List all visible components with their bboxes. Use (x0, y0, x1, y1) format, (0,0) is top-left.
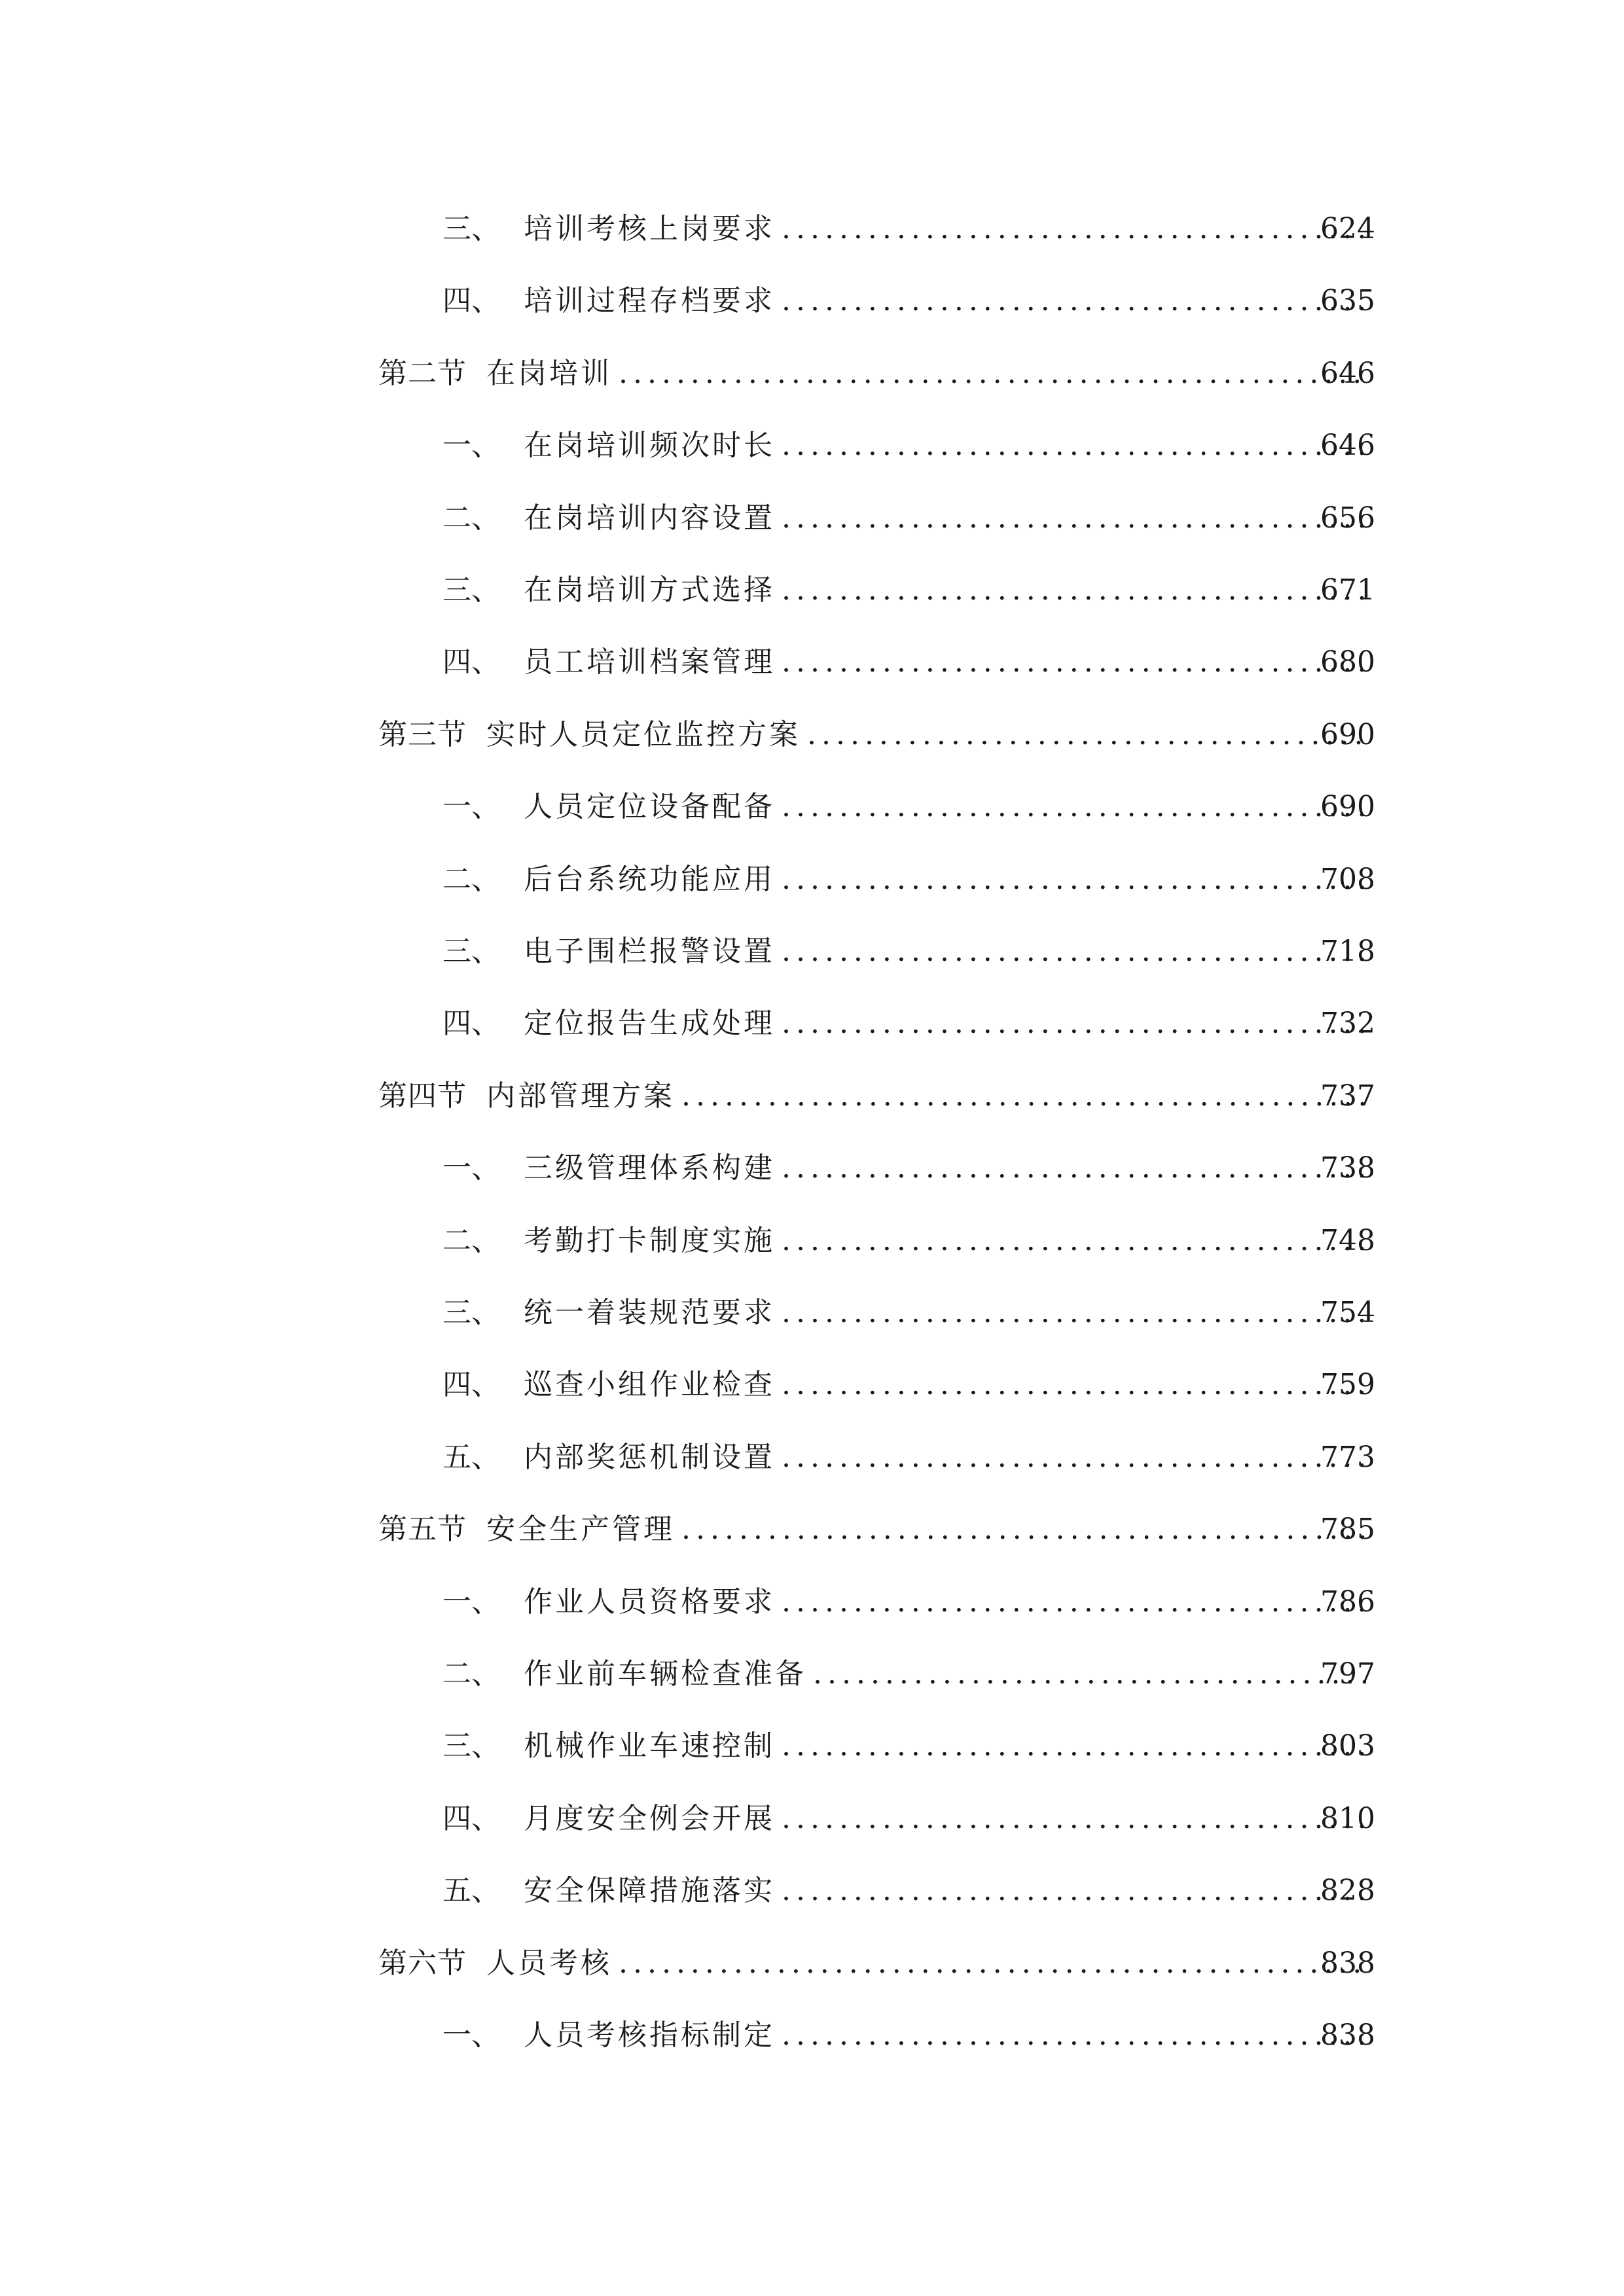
toc-section-entry[interactable] (0, 1070, 1624, 1122)
toc-page-number: 785 (1320, 1513, 1375, 1546)
toc-page-number: 732 (1320, 1007, 1375, 1040)
toc-dot-leader (813, 1648, 1366, 1700)
toc-subsection-title: 月度安全例会开展 (524, 1802, 775, 1835)
toc-subsection-title: 在岗培训频次时长 (524, 429, 775, 462)
toc-page-number: 646 (1320, 357, 1375, 390)
toc-subsection-entry[interactable] (0, 853, 1624, 906)
toc-section-title: 在岗培训 (486, 357, 612, 390)
toc-section-title: 人员考核 (486, 1946, 612, 1980)
toc-section-entry[interactable] (0, 1503, 1624, 1556)
toc-entry-line (378, 1070, 1375, 1122)
toc-dot-leader (782, 1720, 1366, 1772)
toc-subsection-number: 二、 (442, 1224, 500, 1257)
toc-subsection-entry[interactable] (0, 1865, 1624, 1917)
toc-subsection-number: 三、 (442, 1729, 500, 1763)
toc-subsection-title: 内部奖惩机制设置 (524, 1441, 775, 1474)
toc-dot-leader (782, 781, 1366, 833)
toc-entry-line (524, 636, 1375, 689)
toc-page-number: 810 (1320, 1802, 1375, 1835)
toc-section-title: 内部管理方案 (486, 1079, 675, 1113)
toc-entry-line (524, 203, 1375, 255)
toc-subsection-number: 一、 (442, 2018, 500, 2052)
toc-dot-leader (619, 1937, 1366, 1990)
toc-dot-leader (782, 1865, 1366, 1917)
toc-subsection-title: 考勤打卡制度实施 (524, 1224, 775, 1257)
toc-subsection-number: 五、 (442, 1441, 500, 1474)
toc-dot-leader (782, 1576, 1366, 1628)
toc-subsection-entry[interactable] (0, 1793, 1624, 1845)
toc-dot-leader (782, 1215, 1366, 1267)
toc-entry-line (524, 420, 1375, 472)
toc-subsection-title: 作业人员资格要求 (524, 1585, 775, 1619)
toc-dot-leader (782, 420, 1366, 472)
toc-dot-leader (782, 1359, 1366, 1411)
toc-entry-line (524, 1215, 1375, 1267)
toc-subsection-entry[interactable] (0, 275, 1624, 327)
toc-subsection-entry[interactable] (0, 564, 1624, 617)
toc-entry-line (378, 709, 1375, 761)
toc-subsection-entry[interactable] (0, 1142, 1624, 1194)
toc-subsection-title: 巡查小组作业检查 (524, 1368, 775, 1401)
toc-page-number: 635 (1320, 284, 1375, 317)
toc-dot-leader (782, 203, 1366, 255)
toc-subsection-entry[interactable] (0, 1287, 1624, 1339)
toc-dot-leader (807, 709, 1366, 761)
toc-entry-line (378, 348, 1375, 400)
toc-entry-line (378, 1503, 1375, 1556)
toc-page-number: 738 (1320, 1151, 1375, 1185)
toc-subsection-title: 在岗培训内容设置 (524, 501, 775, 535)
toc-section-entry[interactable] (0, 1937, 1624, 1990)
toc-page-number: 624 (1320, 212, 1375, 245)
toc-entry-line (524, 1576, 1375, 1628)
toc-section-number: 第五节 (378, 1513, 467, 1546)
toc-subsection-entry[interactable] (0, 1215, 1624, 1267)
toc-page-number: 737 (1320, 1079, 1375, 1113)
toc-page-number: 838 (1320, 2018, 1375, 2052)
toc-subsection-number: 一、 (442, 1585, 500, 1619)
toc-section-number: 第二节 (378, 357, 467, 390)
toc-subsection-number: 二、 (442, 501, 500, 535)
toc-subsection-title: 电子围栏报警设置 (524, 935, 775, 968)
toc-dot-leader (782, 1793, 1366, 1845)
toc-subsection-entry[interactable] (0, 203, 1624, 255)
toc-entry-line (378, 1937, 1375, 1990)
toc-subsection-number: 二、 (442, 1657, 500, 1691)
toc-subsection-number: 一、 (442, 790, 500, 823)
toc-page-number: 754 (1320, 1296, 1375, 1329)
toc-dot-leader (782, 564, 1366, 617)
toc-subsection-entry[interactable] (0, 781, 1624, 833)
toc-subsection-title: 培训过程存档要求 (524, 284, 775, 317)
toc-subsection-entry[interactable] (0, 1359, 1624, 1411)
toc-dot-leader (782, 1142, 1366, 1194)
toc-entry-line (524, 1287, 1375, 1339)
toc-subsection-number: 四、 (442, 1007, 500, 1040)
toc-section-title: 安全生产管理 (486, 1513, 675, 1546)
toc-dot-leader (681, 1503, 1366, 1556)
toc-dot-leader (782, 925, 1366, 978)
toc-subsection-title: 统一着装规范要求 (524, 1296, 775, 1329)
toc-subsection-title: 人员定位设备配备 (524, 790, 775, 823)
toc-entry-line (524, 1648, 1375, 1700)
toc-page-number: 803 (1320, 1729, 1375, 1763)
toc-subsection-title: 后台系统功能应用 (524, 863, 775, 896)
toc-subsection-entry[interactable] (0, 492, 1624, 545)
toc-dot-leader (782, 492, 1366, 545)
toc-dot-leader (782, 636, 1366, 689)
toc-entry-line (524, 492, 1375, 545)
toc-page-number: 748 (1320, 1224, 1375, 1257)
toc-dot-leader (782, 853, 1366, 906)
toc-page-number: 786 (1320, 1585, 1375, 1619)
toc-section-number: 第三节 (378, 718, 467, 751)
toc-subsection-number: 四、 (442, 1802, 500, 1835)
toc-subsection-number: 三、 (442, 1296, 500, 1329)
toc-section-number: 第六节 (378, 1946, 467, 1980)
toc-dot-leader (782, 1287, 1366, 1339)
toc-subsection-entry[interactable] (0, 997, 1624, 1050)
toc-page-number: 797 (1320, 1657, 1375, 1691)
toc-subsection-title: 三级管理体系构建 (524, 1151, 775, 1185)
toc-subsection-entry[interactable] (0, 636, 1624, 689)
toc-subsection-title: 人员考核指标制定 (524, 2018, 775, 2052)
toc-subsection-title: 机械作业车速控制 (524, 1729, 775, 1763)
toc-subsection-number: 二、 (442, 863, 500, 896)
toc-page-number: 718 (1320, 935, 1375, 968)
toc-entry-line (524, 1865, 1375, 1917)
toc-entry-line (524, 1142, 1375, 1194)
toc-section-entry[interactable] (0, 348, 1624, 400)
toc-subsection-title: 在岗培训方式选择 (524, 573, 775, 607)
toc-subsection-title: 培训考核上岗要求 (524, 212, 775, 245)
toc-page-number: 708 (1320, 863, 1375, 896)
toc-subsection-title: 安全保障措施落实 (524, 1874, 775, 1907)
toc-page-number: 838 (1320, 1946, 1375, 1980)
toc-subsection-number: 四、 (442, 1368, 500, 1401)
toc-subsection-entry[interactable] (0, 1576, 1624, 1628)
toc-subsection-title: 作业前车辆检查准备 (524, 1657, 806, 1691)
toc-entry-line (524, 2009, 1375, 2062)
toc-subsection-number: 五、 (442, 1874, 500, 1907)
toc-page-number: 656 (1320, 501, 1375, 535)
toc-subsection-number: 一、 (442, 1151, 500, 1185)
toc-section-title: 实时人员定位监控方案 (486, 718, 801, 751)
toc-page-number: 671 (1320, 573, 1375, 607)
toc-entry-line (524, 997, 1375, 1050)
toc-page-number: 773 (1320, 1441, 1375, 1474)
toc-section-entry[interactable] (0, 709, 1624, 761)
toc-page-number: 759 (1320, 1368, 1375, 1401)
toc-entry-line (524, 781, 1375, 833)
toc-page-number: 828 (1320, 1874, 1375, 1907)
toc-dot-leader (782, 997, 1366, 1050)
toc-dot-leader (681, 1070, 1366, 1122)
toc-entry-line (524, 925, 1375, 978)
toc-subsection-number: 四、 (442, 645, 500, 679)
toc-entry-line (524, 1431, 1375, 1484)
toc-subsection-entry[interactable] (0, 925, 1624, 978)
toc-subsection-title: 员工培训档案管理 (524, 645, 775, 679)
toc-entry-line (524, 1793, 1375, 1845)
toc-page-number: 690 (1320, 718, 1375, 751)
toc-subsection-number: 三、 (442, 573, 500, 607)
toc-page-number: 646 (1320, 429, 1375, 462)
toc-dot-leader (619, 348, 1366, 400)
toc-entry-line (524, 853, 1375, 906)
toc-subsection-entry[interactable] (0, 1431, 1624, 1484)
toc-entry-line (524, 1720, 1375, 1772)
toc-entry-line (524, 275, 1375, 327)
toc-page-number: 690 (1320, 790, 1375, 823)
toc-subsection-number: 一、 (442, 429, 500, 462)
toc-subsection-entry[interactable] (0, 2009, 1624, 2062)
toc-subsection-entry[interactable] (0, 1720, 1624, 1772)
toc-section-number: 第四节 (378, 1079, 467, 1113)
toc-subsection-number: 四、 (442, 284, 500, 317)
toc-entry-line (524, 1359, 1375, 1411)
toc-subsection-entry[interactable] (0, 1648, 1624, 1700)
toc-subsection-entry[interactable] (0, 420, 1624, 472)
toc-subsection-title: 定位报告生成处理 (524, 1007, 775, 1040)
toc-page-number: 680 (1320, 645, 1375, 679)
toc-dot-leader (782, 1431, 1366, 1484)
toc-dot-leader (782, 2009, 1366, 2062)
toc-dot-leader (782, 275, 1366, 327)
toc-entry-line (524, 564, 1375, 617)
toc-subsection-number: 三、 (442, 935, 500, 968)
toc-subsection-number: 三、 (442, 212, 500, 245)
